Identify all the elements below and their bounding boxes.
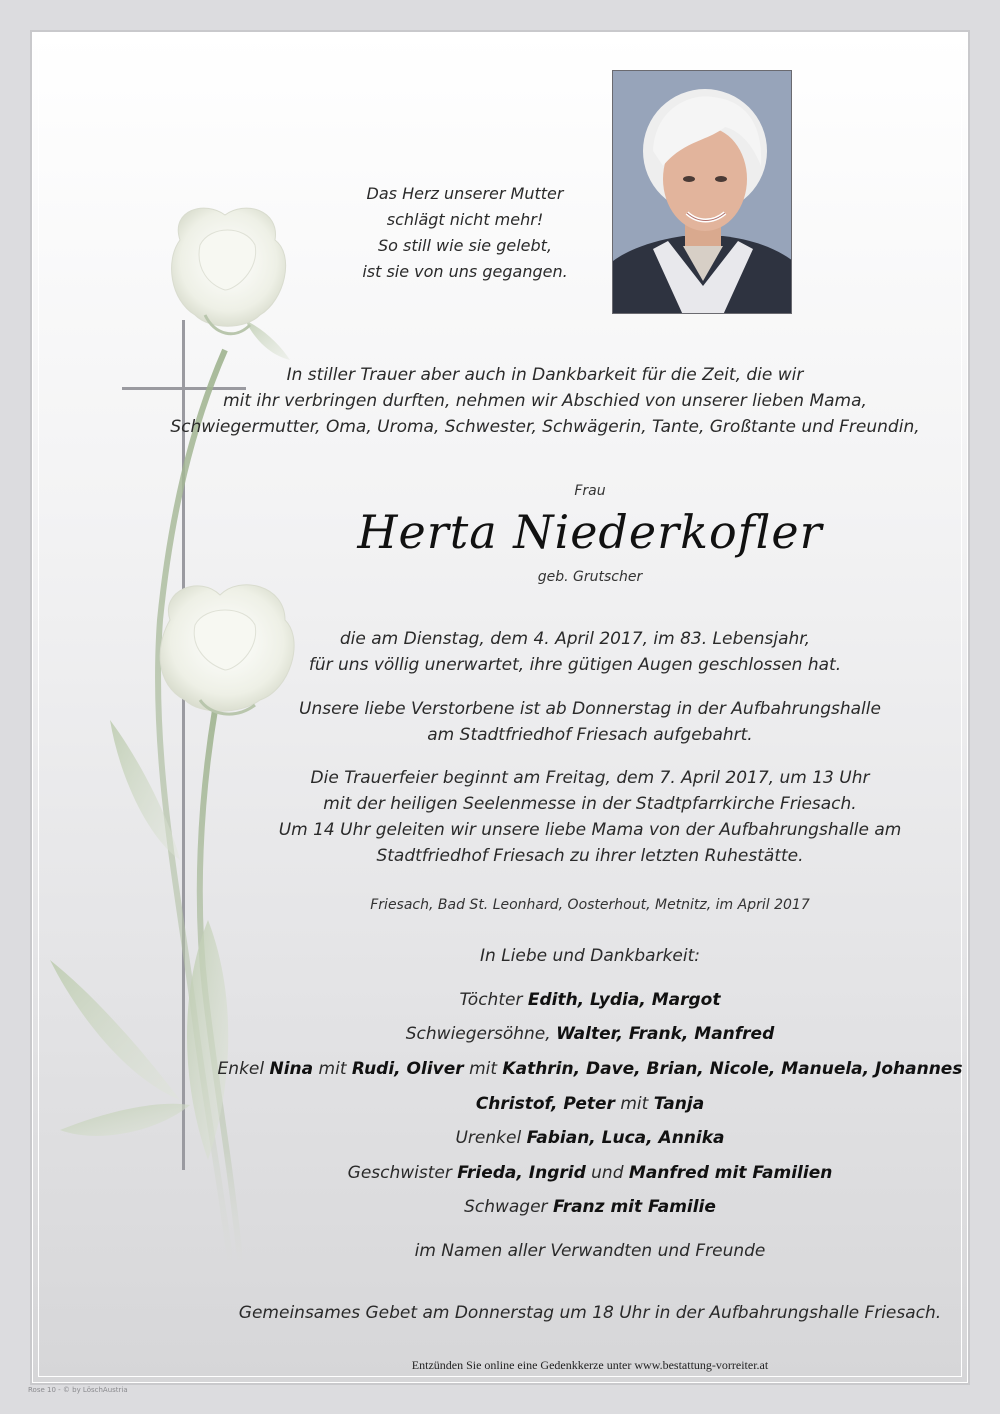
funeral-line: Um 14 Uhr geleiten wir unsere liebe Mama von der Aufbahrungshalle am bbox=[278, 820, 902, 840]
poem-line: So still wie sie gelebt, bbox=[377, 236, 553, 255]
brother-in-law-label: Schwager bbox=[464, 1197, 548, 1217]
funeral-line: Stadtfriedhof Friesach zu ihrer letzten Ruhestätte. bbox=[376, 846, 804, 866]
intro-line: Schwiegermutter, Oma, Uroma, Schwester, Schwägerin, Tante, Großtante und Freundin, bbox=[170, 417, 920, 437]
image-credit: Rose 10 - © by LöschAustria bbox=[28, 1386, 128, 1394]
prayer-notice: Gemeinsames Gebet am Donnerstag um 18 Uhr in der Aufbahrungshalle Friesach. bbox=[238, 1303, 942, 1323]
grandchild-name: Rudi, Oliver bbox=[351, 1059, 464, 1079]
intro-line: In stiller Trauer aber auch in Dankbarkeit für die Zeit, die wir bbox=[286, 365, 804, 385]
funeral-details bbox=[0, 765, 1000, 869]
mourners-grandchildren bbox=[0, 1056, 1000, 1082]
connector-word: mit bbox=[620, 1094, 649, 1114]
grandchildren-label: Enkel bbox=[217, 1059, 265, 1079]
great-grandchildren-label: Urenkel bbox=[455, 1128, 522, 1148]
connector-word: mit bbox=[469, 1059, 498, 1079]
grandchild-name: Kathrin, Dave, Brian, Nicole, Manuela, Johannes bbox=[502, 1059, 963, 1079]
lying-in-state-line: Unsere liebe Verstorbene ist ab Donnerstag in der Aufbahrungshalle bbox=[299, 699, 881, 719]
grandchild-name: Christof, Peter bbox=[475, 1094, 615, 1114]
white-rose-icon bbox=[172, 208, 286, 334]
death-notice-line: für uns völlig unerwartet, ihre gütigen Augen geschlossen hat. bbox=[308, 655, 842, 675]
siblings-label: Geschwister bbox=[347, 1163, 452, 1183]
funeral-line: Die Trauerfeier beginnt am Freitag, dem 7. April 2017, um 13 Uhr bbox=[310, 768, 870, 788]
portrait-image bbox=[613, 71, 792, 314]
daughters-names: Edith, Lydia, Margot bbox=[527, 990, 721, 1010]
online-candle-notice: Entzünden Sie online eine Gedenkkerze unter www.bestattung-vorreiter.at bbox=[411, 1358, 769, 1372]
poem-line: ist sie von uns gegangen. bbox=[362, 262, 568, 281]
lying-in-state bbox=[0, 696, 1000, 748]
grandchild-name: Nina bbox=[269, 1059, 314, 1079]
deceased-name: Herta Niederkofler bbox=[357, 505, 823, 559]
great-grandchildren-names: Fabian, Luca, Annika bbox=[526, 1128, 725, 1148]
mourners-sons-in-law bbox=[0, 1021, 1000, 1047]
gratitude-heading: In Liebe und Dankbarkeit: bbox=[480, 946, 700, 966]
poem-line: Das Herz unserer Mutter bbox=[366, 184, 564, 203]
sons-in-law-names: Walter, Frank, Manfred bbox=[556, 1024, 775, 1044]
intro-paragraph bbox=[0, 362, 1000, 440]
maiden-name: geb. Grutscher bbox=[537, 569, 643, 585]
death-notice-line: die am Dienstag, dem 4. April 2017, im 83. Lebensjahr, bbox=[339, 629, 811, 649]
mourners-siblings bbox=[0, 1160, 1000, 1186]
on-behalf: im Namen aller Verwandten und Freunde bbox=[414, 1241, 766, 1261]
leaf-icon bbox=[245, 320, 290, 360]
mourners-great-grandchildren bbox=[0, 1125, 1000, 1151]
mourners-daughters bbox=[0, 987, 1000, 1013]
portrait-photo bbox=[612, 70, 792, 314]
siblings-names: Frieda, Ingrid bbox=[457, 1163, 586, 1183]
poem bbox=[300, 181, 630, 285]
poem-line: schlägt nicht mehr! bbox=[386, 210, 544, 229]
death-notice bbox=[0, 626, 1000, 678]
siblings-names: Manfred mit Familien bbox=[628, 1163, 833, 1183]
place-date: Friesach, Bad St. Leonhard, Oosterhout, Metnitz, im April 2017 bbox=[370, 897, 810, 913]
connector-word: mit bbox=[318, 1059, 347, 1079]
intro-line: mit ihr verbringen durften, nehmen wir Abschied von unserer lieben Mama, bbox=[223, 391, 867, 411]
mourners-brother-in-law bbox=[0, 1194, 1000, 1220]
sons-in-law-label: Schwiegersöhne, bbox=[405, 1024, 551, 1044]
salutation: Frau bbox=[574, 483, 606, 499]
brother-in-law-name: Franz mit Familie bbox=[552, 1197, 716, 1217]
grandchild-name: Tanja bbox=[653, 1094, 705, 1114]
mourners-grandchildren-2 bbox=[0, 1091, 1000, 1117]
daughters-label: Töchter bbox=[459, 990, 523, 1010]
funeral-line: mit der heiligen Seelenmesse in der Stadtpfarrkirche Friesach. bbox=[323, 794, 857, 814]
connector-word: und bbox=[591, 1163, 624, 1183]
lying-in-state-line: am Stadtfriedhof Friesach aufgebahrt. bbox=[427, 725, 753, 745]
